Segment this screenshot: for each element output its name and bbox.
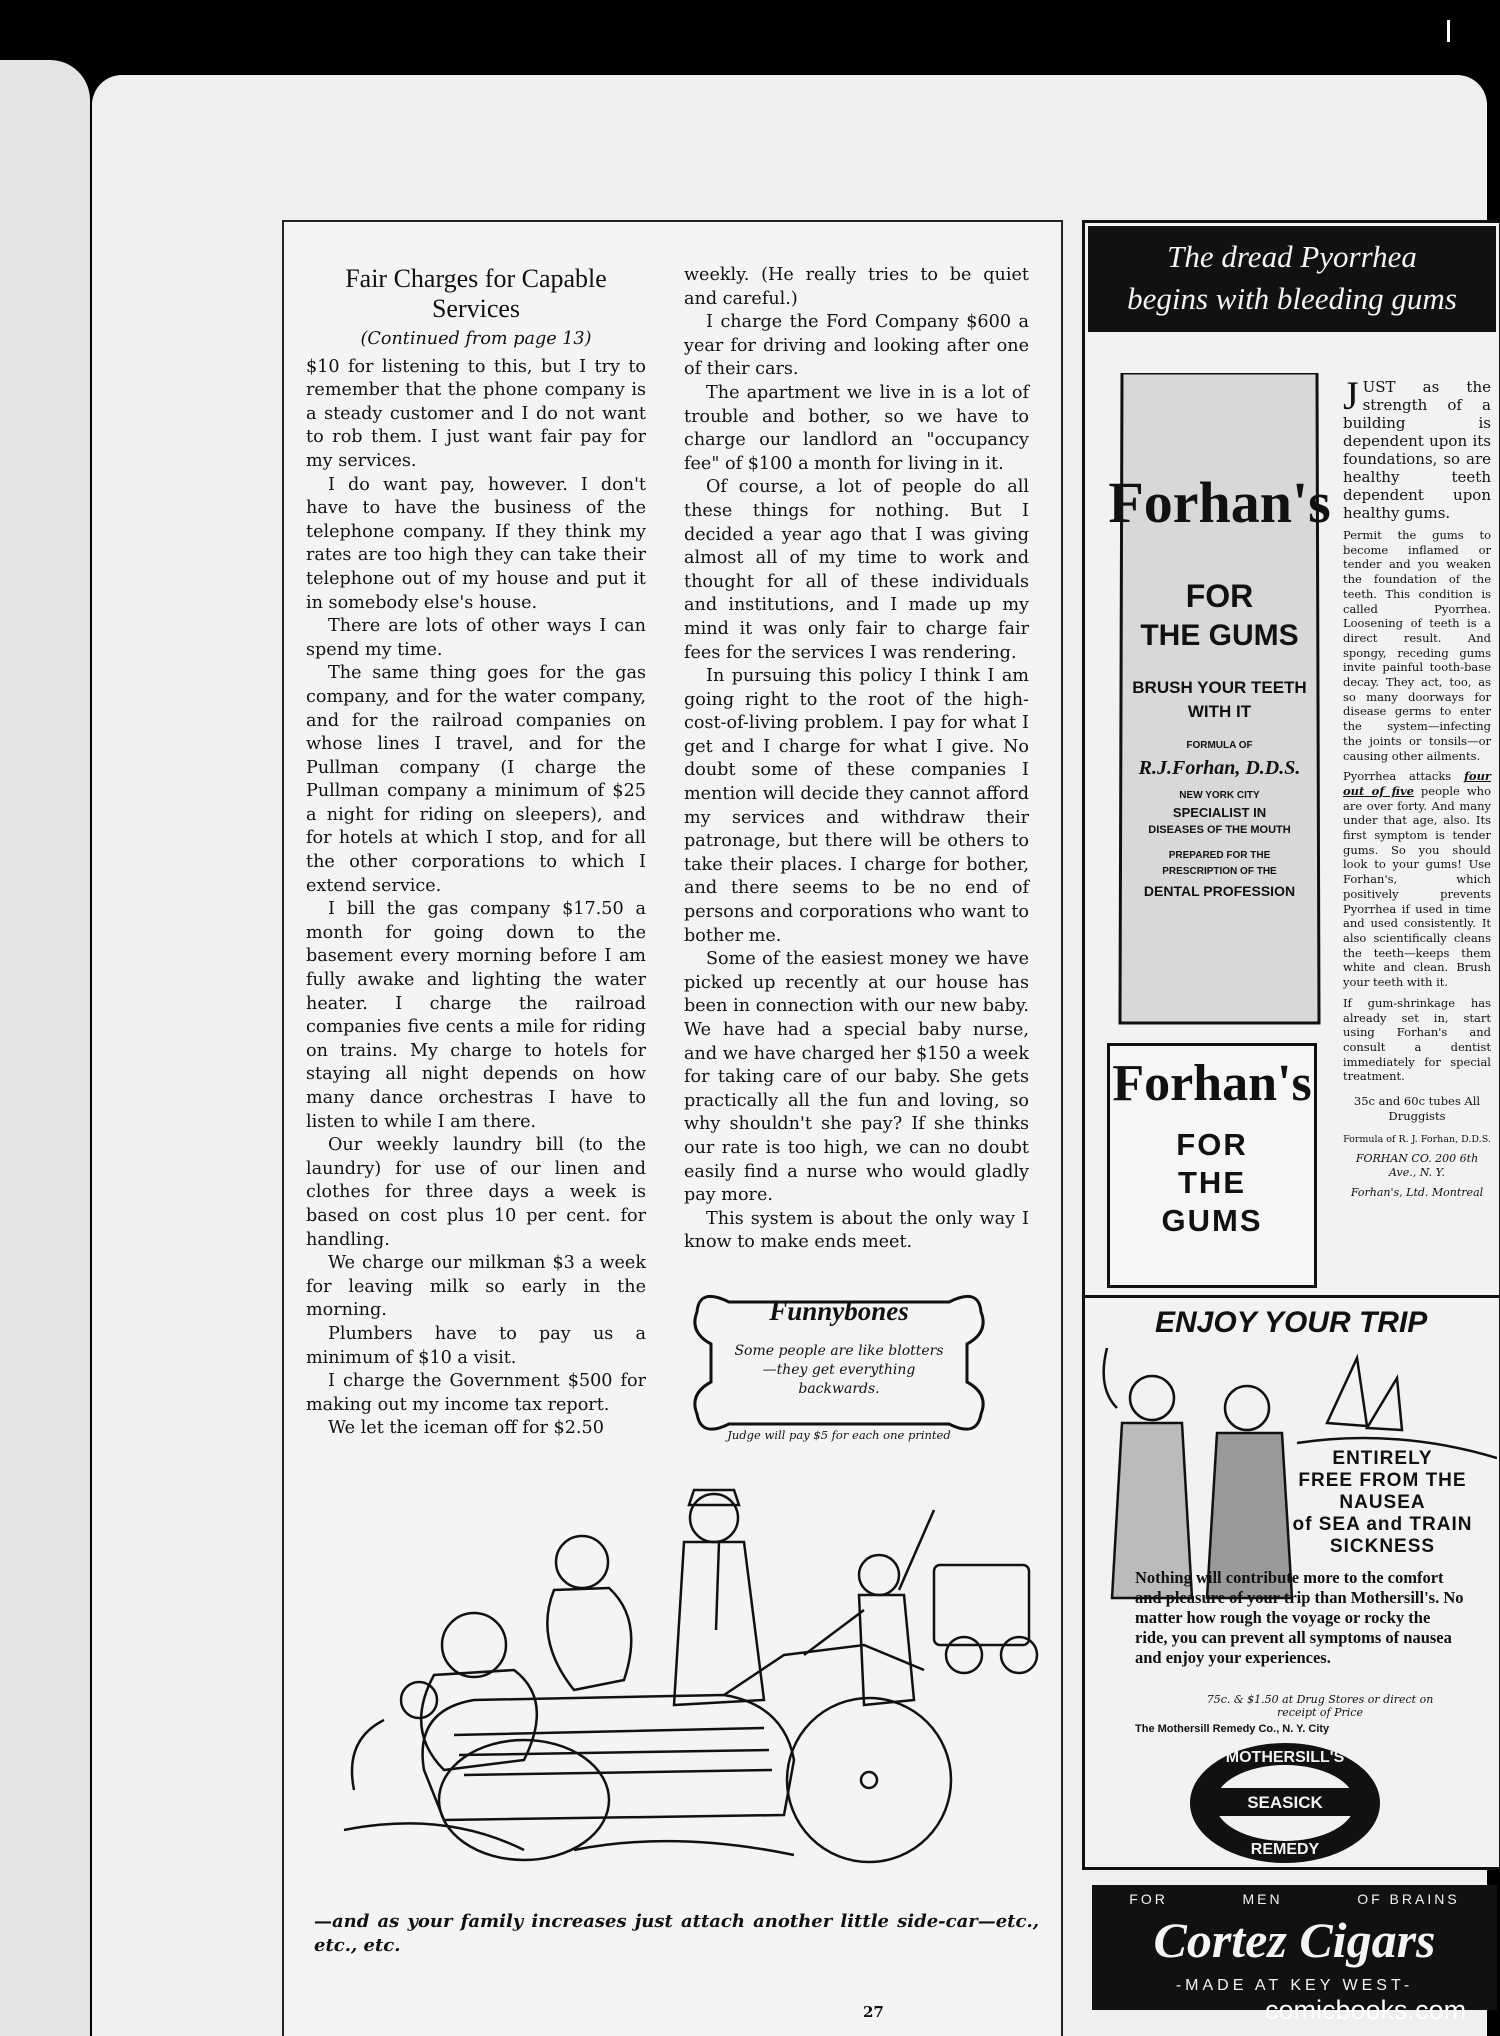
mothersills-address: The Mothersill Remedy Co., N. Y. City xyxy=(1135,1723,1330,1735)
paragraph: I charge the Government $500 for making out my income tax report. xyxy=(306,1371,646,1415)
forhans-price: 35c and 60c tubes All Druggists xyxy=(1353,1094,1481,1123)
mothersills-claim: ENTIRELY FREE FROM THE NAUSEA of SEA and TRAIN SICKNESS xyxy=(1292,1448,1473,1557)
story-title: Fair Charges for Capable Services xyxy=(345,264,607,323)
paragraph: I charge the Ford Company $600 a year for driving and looking after one of their cars. xyxy=(684,312,1029,380)
paragraph: Plumbers have to pay us a minimum of $10 a visit. xyxy=(306,1323,646,1368)
paragraph: Of course, a lot of people do all these things for nothing. But I decided a year ago that I was giving almost all of my time to work and thought for all of these individuals and institutions, and I made up my mind it was only fair to charge fair fees for the services I was rendering. xyxy=(684,477,1029,663)
funnybones-box xyxy=(689,1282,989,1447)
site-watermark: comicbooks.com xyxy=(1265,1995,1467,2025)
paragraph: This system is about the only way I know to make ends meet. xyxy=(684,1208,1029,1253)
magazine-page xyxy=(92,75,1491,2036)
mothersills-headline: ENJOY YOUR TRIP xyxy=(1155,1306,1428,1339)
funnybones-title: Funnybones xyxy=(769,1296,909,1326)
story-box xyxy=(282,220,1063,2036)
svg-text:REMEDY: REMEDY xyxy=(1250,1841,1320,1858)
paragraph: Some of the easiest money we have picked up recently at our house has been in connection with our new baby. We have had a special baby nurse, and we have charged her $150 a week for taking care of our baby. She gets practically all the fun and loving, so why shouldn't she pay? If she thinks our rate is too high, we can no doubt easily find a nurse who would gladly pay more. xyxy=(684,949,1029,1206)
motorcycle-cartoon-illustration xyxy=(324,1470,1044,1870)
forhans-ad-copy: JUST as the strength of a building is dependent upon its foundations, so are healthy teeth dependent upon healthy gums. Permit the gums to become inflamed or tender and you weaken the foundation of the teeth. This condition is called Pyorrhea. Loosening of teeth is a direct result. And spongy, receding gums invite painful tooth-base decay. They act, too, as so many doorways for disease germs to enter the system—infecting the joints or tonsils—or causing other ailments. Pyorrhea attacks four out of five people who are over forty. And many under that age, also. Its first symptom is tender gums. So you should look to your gums! Use Forhan's, which positively prevents Pyorrhea if used in time and used consistently. It also scientifically cleans the teeth—keeps them white and clean. Brush your teeth with it. If gum-shrinkage has already set in, start using Forhan's and consult a dentist immediately for special treatment. 35c and 60c tubes All Druggists Formula of R. J. Forhan, D.D.S. FORHAN CO. 200 6th Ave., N. Y. Forhan's, Ltd. Montreal xyxy=(1343,373,1491,1200)
page-number: 27 xyxy=(863,2003,884,2021)
story-column-left xyxy=(306,264,646,1441)
forhans-advertisement xyxy=(1082,220,1500,1310)
funnybones-joke: Some people are like blotters—they get everything backwards. xyxy=(734,1343,944,1397)
cortez-cigars-advertisement xyxy=(1092,1885,1497,2010)
mothersills-price: 75c. & $1.50 at Drug Stores or direct on receipt of Price xyxy=(1206,1693,1434,1719)
paragraph: The apartment we live in is a lot of trouble and bother, so we have to charge our landlord an "occupancy fee" of $100 a month for living in it. xyxy=(684,382,1029,474)
facing-page-edge xyxy=(0,60,90,2036)
story-column-right xyxy=(684,264,1029,1255)
forhans-banner: The dread Pyorrhea begins with bleeding gums xyxy=(1088,226,1496,332)
svg-text:MOTHERSILL'S: MOTHERSILL'S xyxy=(1225,1749,1345,1766)
cortez-logo: Cortez Cigars xyxy=(1153,1912,1436,1968)
paragraph: I do want pay, however. I don't have to have the business of the telephone company. If they think my rates are too high they can take their telephone out of my house and put it in somebody else's house. xyxy=(306,474,646,613)
mothersills-body: Nothing will contribute more to the comfort and pleasure of your trip than Mothersill's. No matter how rough the voyage or rocky the ride, you can prevent all symptoms of nausea and enjoy your experiences. xyxy=(1135,1568,1464,1667)
cartoon-caption: —and as your family increases just attach another little side-car—etc., etc., etc. xyxy=(314,1911,1039,1956)
funnybones-credit: Judge will pay $5 for each one printed xyxy=(727,1428,951,1442)
cortez-origin: -MADE AT KEY WEST- xyxy=(1175,1977,1414,1994)
continued-note: (Continued from page 13) xyxy=(360,329,592,349)
mothersills-advertisement xyxy=(1082,1295,1500,1870)
paragraph: We charge our milkman $3 a week for leaving milk so early in the morning. xyxy=(306,1253,646,1321)
paragraph: weekly. (He really tries to be quiet and careful.) xyxy=(684,265,1029,309)
paragraph: $10 for listening to this, but I try to remember that the phone company is a steady customer and I do not want to rob them. I just want fair pay for my services. xyxy=(306,356,646,471)
svg-text:SEASICK: SEASICK xyxy=(1247,1793,1323,1812)
paragraph: There are lots of other ways I can spend my time. xyxy=(306,616,646,660)
forhans-box-illustration: Forhan's FOR THE GUMS xyxy=(1107,1043,1317,1288)
paragraph: The same thing goes for the gas company, and for the water company, and for the railroad companies on whose lines I travel, and for the Pullman company (I charge the Pullman company a minimum of $25 a night for riding on sleepers), and for hotels at which I stop, and for all the other corporations to which I extend service. xyxy=(306,663,646,896)
seasick-remedy-seal-icon xyxy=(1185,1738,1385,1868)
tube-label: Forhan's FOR THE GUMS BRUSH YOUR TEETH WITH IT FORMULA OF R.J.Forhan, D.D.S. NEW YORK CITY SPECIALIST IN DISEASES OF THE MOUTH PREPARED FOR THE PRESCRIPTION OF THE DENTAL PROFESSION xyxy=(1108,470,1331,899)
scan-mark xyxy=(1447,20,1450,42)
paragraph: In pursuing this policy I think I am going right to the root of the high-cost-of-living problem. I pay for what I get and I charge for what I give. No doubt some of these companies I mention will decide they cannot afford my services and withdraw their patronage, but there will be others to take their places. I charge for bother, and there seems to be no end of persons and corporations who want to bother me. xyxy=(684,666,1029,946)
paragraph: Our weekly laundry bill (to the laundry) for use of our linen and clothes for three days a week is based on cost plus 10 per cent. for handling. xyxy=(306,1135,646,1250)
forhans-box-logo: Forhan's xyxy=(1112,1055,1312,1112)
cortez-tagline: FOR MEN OF BRAINS xyxy=(1129,1891,1460,1907)
tube-brand: Forhan's xyxy=(1108,470,1331,535)
paragraph: I bill the gas company $17.50 a month for going down to the basement every morning before I am fully awake and lighting the water heater. I charge the railroad companies five cents a mile for riding on trains. My charge to hotels for staying all night depends on how many dance orchestras I have to listen to while I am there. xyxy=(306,899,646,1132)
paragraph: We let the iceman off for $2.50 xyxy=(328,1418,604,1439)
